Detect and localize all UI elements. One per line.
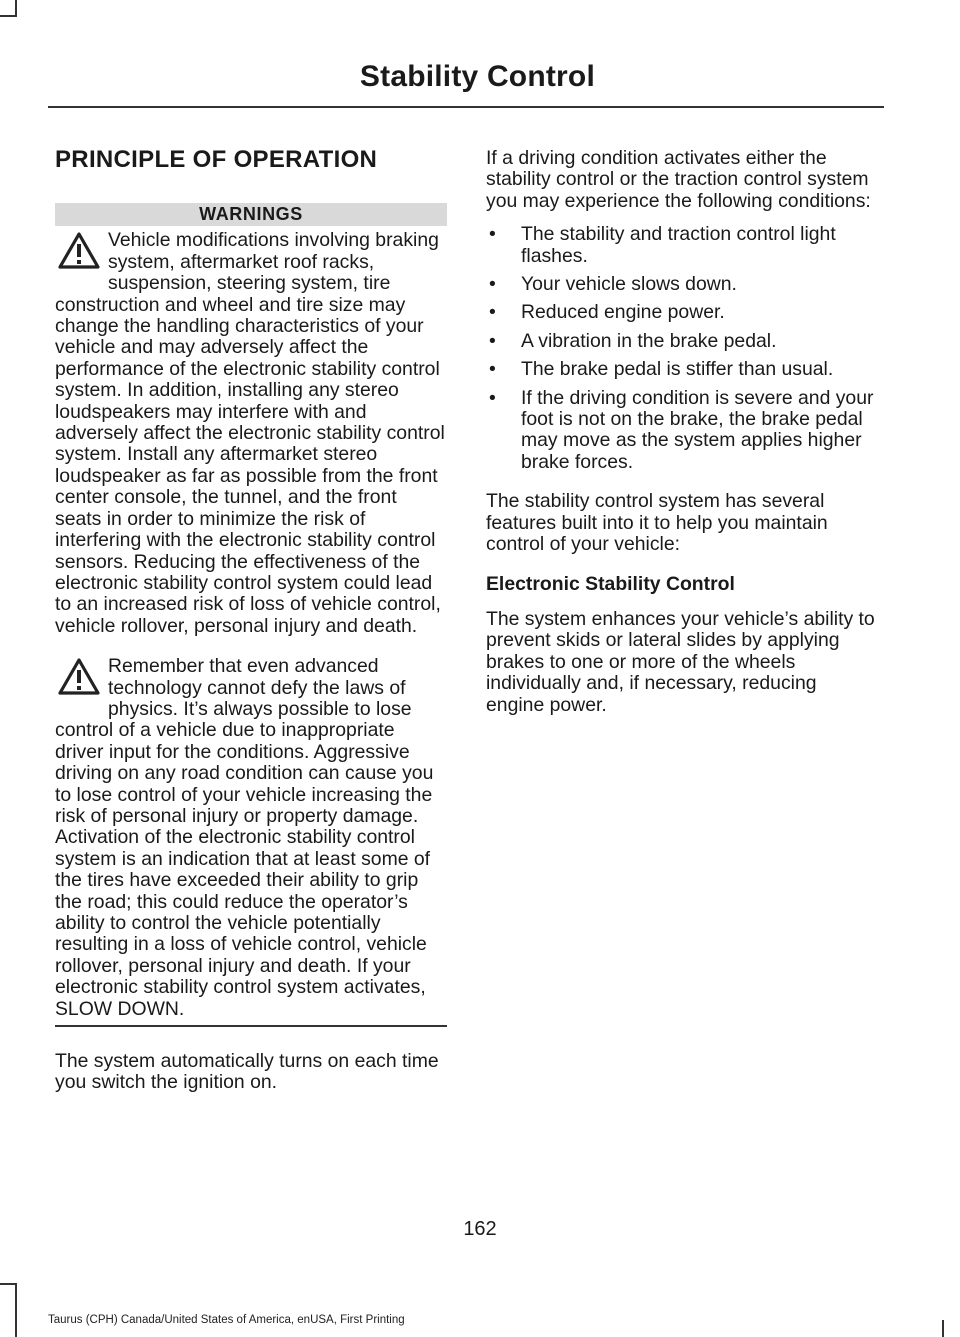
list-item: • The brake pedal is stiffer than usual. [486, 359, 878, 380]
body-paragraph: If a driving condition activates either the stability control or the traction control system you may experience the following conditions: [486, 147, 871, 212]
page-header-title: Stability Control [359, 60, 595, 93]
right-column [486, 148, 878, 734]
warning-block [55, 656, 447, 1020]
print-info: Taurus (CPH) Canada/United States of America, enUSA, First Printing [48, 1314, 405, 1326]
list-item: • Your vehicle slows down. [486, 274, 878, 295]
crop-mark [942, 1320, 944, 1337]
warning-text: Vehicle modifications involving braking system, aftermarket roof racks, suspension, steering system, tire construction and wheel and tire size may change the handling characteristics of your vehicle and may adversely affect the performance of the electronic stability control system. In addition, installing any stereo loudspeakers may interfere with and adversely affect the electronic stability control system. Install any aftermarket stereo loudspeaker as far as possible from the front center console, the tunnel, and the front seats in order to minimize the risk of interfering with the electronic stability control sensors. Reducing the effectiveness of the electronic stability control system could lead to an increased risk of loss of vehicle control, vehicle rollover, personal injury and death. [55, 229, 445, 637]
left-column [55, 145, 447, 1093]
warnings-end-rule [55, 1025, 447, 1027]
header-rule [48, 106, 884, 108]
warning-block [55, 230, 447, 637]
warning-triangle-icon [55, 230, 103, 272]
list-item: • A vibration in the brake pedal. [486, 331, 878, 352]
body-paragraph: The system automatically turns on each time you switch the ignition on. [55, 1049, 439, 1093]
crop-mark [0, 15, 17, 17]
body-paragraph: The system enhances your vehicle’s ability to prevent skids or lateral slides by applying brakes to one or more of the wheels individually and, if necessary, reducing engine power. [486, 607, 875, 716]
subheading: Electronic Stability Control [486, 572, 735, 595]
list-item: • The stability and traction control light flashes. [486, 224, 878, 267]
list-item: • If the driving condition is severe and your foot is not on the brake, the brake pedal may move as the system applies higher brake forces. [486, 388, 878, 474]
crop-mark [0, 1283, 17, 1285]
crop-mark [15, 1283, 17, 1337]
list-item: • Reduced engine power. [486, 302, 878, 323]
conditions-list [486, 224, 878, 473]
warning-text: Remember that even advanced technology cannot defy the laws of physics. It’s always possible to lose control of a vehicle due to inappropriate driver input for the conditions. Aggressive driving on any road condition can cause you to lose control of your vehicle increasing the risk of personal injury or property damage. Activation of the electronic stability control system is an indication that at least some of the tires have exceeded their ability to grip the road; this could reduce the operator’s ability to control the vehicle potentially resulting in a loss of vehicle control, vehicle rollover, personal injury and death. If your electronic stability control system activates, SLOW DOWN. [55, 655, 434, 1020]
warnings-label: WARNINGS [55, 203, 447, 226]
body-paragraph: The stability control system has several features built into it to help you maintain control of your vehicle: [486, 490, 828, 556]
warning-triangle-icon [55, 656, 103, 698]
page-number: 162 [463, 1218, 497, 1240]
section-title: PRINCIPLE OF OPERATION [55, 146, 378, 173]
